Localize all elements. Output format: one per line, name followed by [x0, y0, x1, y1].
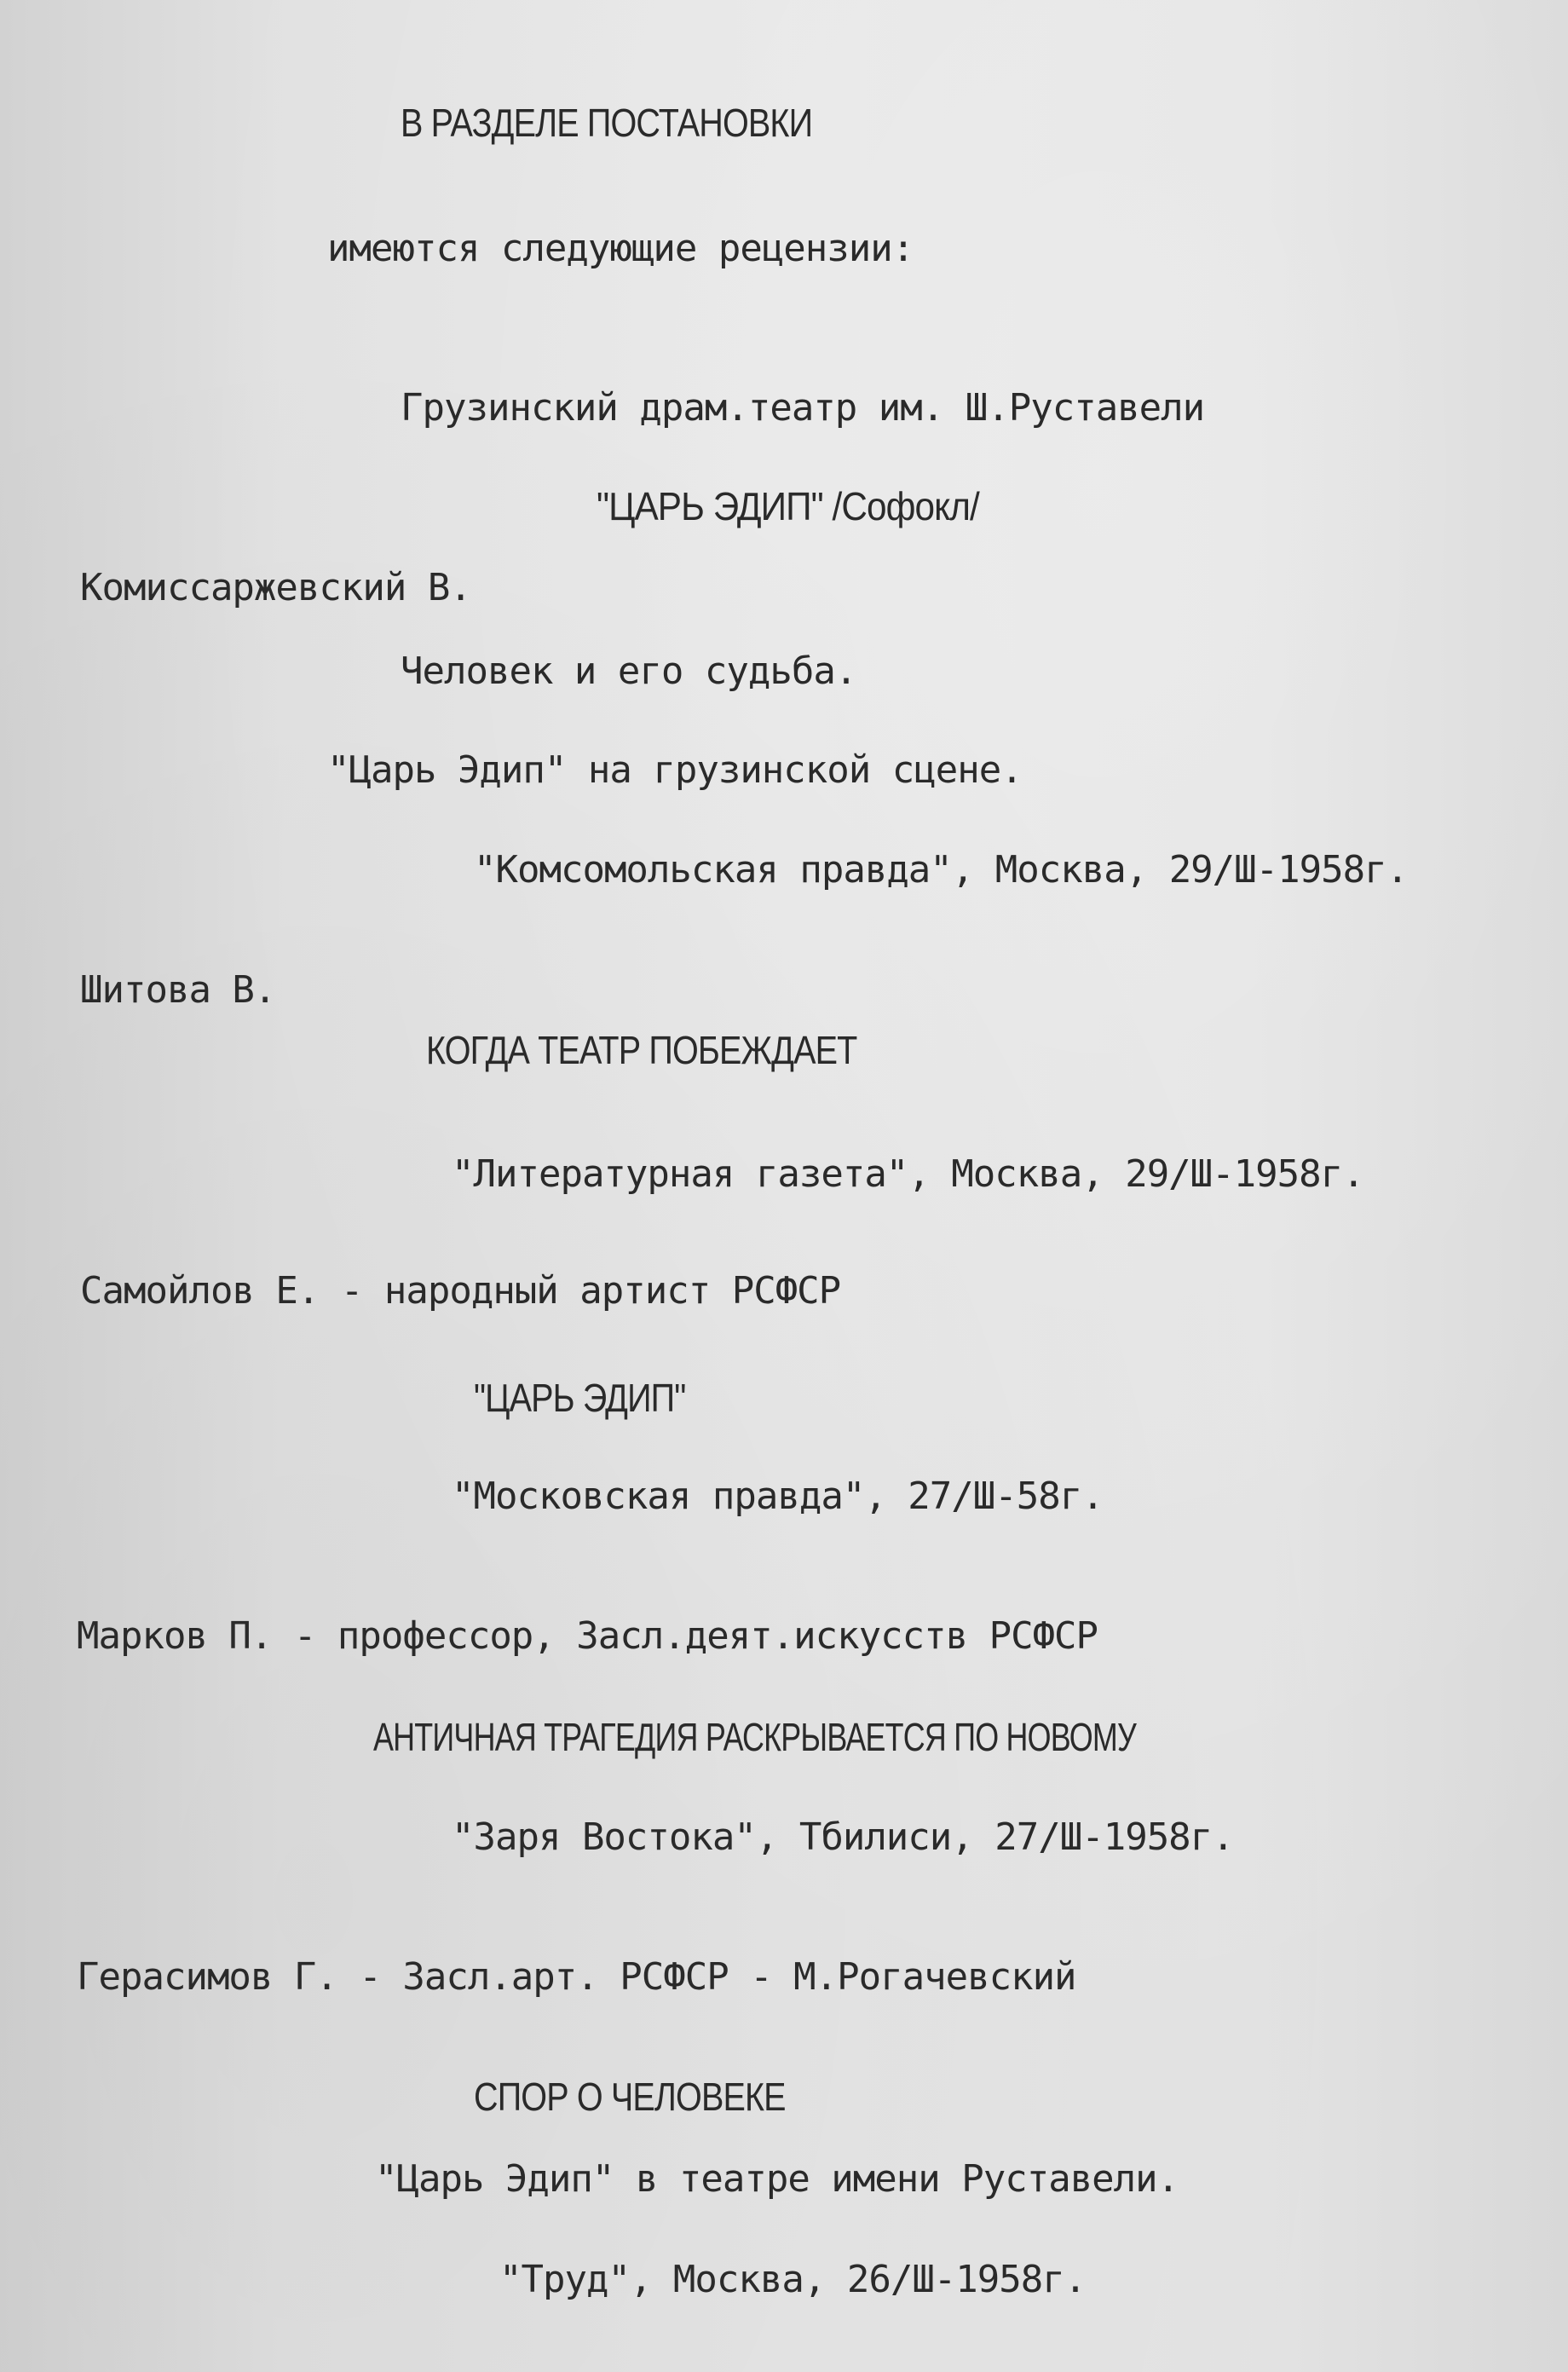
review-2-author: Шитова В. — [80, 968, 276, 1012]
heading-line-2: имеются следующие рецензии: — [327, 227, 914, 270]
review-1-author: Комиссаржевский В. — [80, 566, 471, 609]
review-5-author: Герасимов Г. - Засл.арт. РСФСР - М.Рогачевский — [77, 1955, 1076, 1999]
review-1-title: Человек и его судьба. — [401, 649, 857, 693]
review-4-source: "Заря Востока", Тбилиси, 27/Ш-1958г. — [452, 1815, 1234, 1859]
review-2-title: КОГДА ТЕАТР ПОБЕЖДАЕТ — [426, 1028, 857, 1072]
review-1-subtitle: "Царь Эдип" на грузинской сцене. — [327, 748, 1023, 792]
review-3-author: Самойлов Е. - народный артист РСФСР — [80, 1269, 841, 1313]
review-3-source: "Московская правда", 27/Ш-58г. — [452, 1475, 1104, 1518]
theatre-name: Грузинский драм.театр им. Ш.Руставели — [401, 386, 1205, 430]
play-title: "ЦАРЬ ЭДИП" /Софокл/ — [597, 484, 979, 528]
review-4-author: Марков П. - профессор, Засл.деят.искусств РСФСР — [77, 1614, 1098, 1658]
review-2-source: "Литературная газета", Москва, 29/Ш-1958г. — [452, 1152, 1364, 1196]
review-5-source: "Труд", Москва, 26/Ш-1958г. — [499, 2258, 1087, 2301]
review-3-title: "ЦАРЬ ЭДИП" — [474, 1376, 686, 1420]
review-4-title: АНТИЧНАЯ ТРАГЕДИЯ РАСКРЫВАЕТСЯ ПО НОВОМУ — [373, 1715, 1137, 1759]
review-5-title: СПОР О ЧЕЛОВЕКЕ — [474, 2075, 786, 2119]
review-5-subtitle: "Царь Эдип" в театре имени Руставели. — [375, 2157, 1179, 2201]
review-1-source: "Комсомольская правда", Москва, 29/Ш-1958г. — [474, 848, 1409, 892]
heading-line-1: В РАЗДЕЛЕ ПОСТАНОВКИ — [401, 101, 813, 145]
